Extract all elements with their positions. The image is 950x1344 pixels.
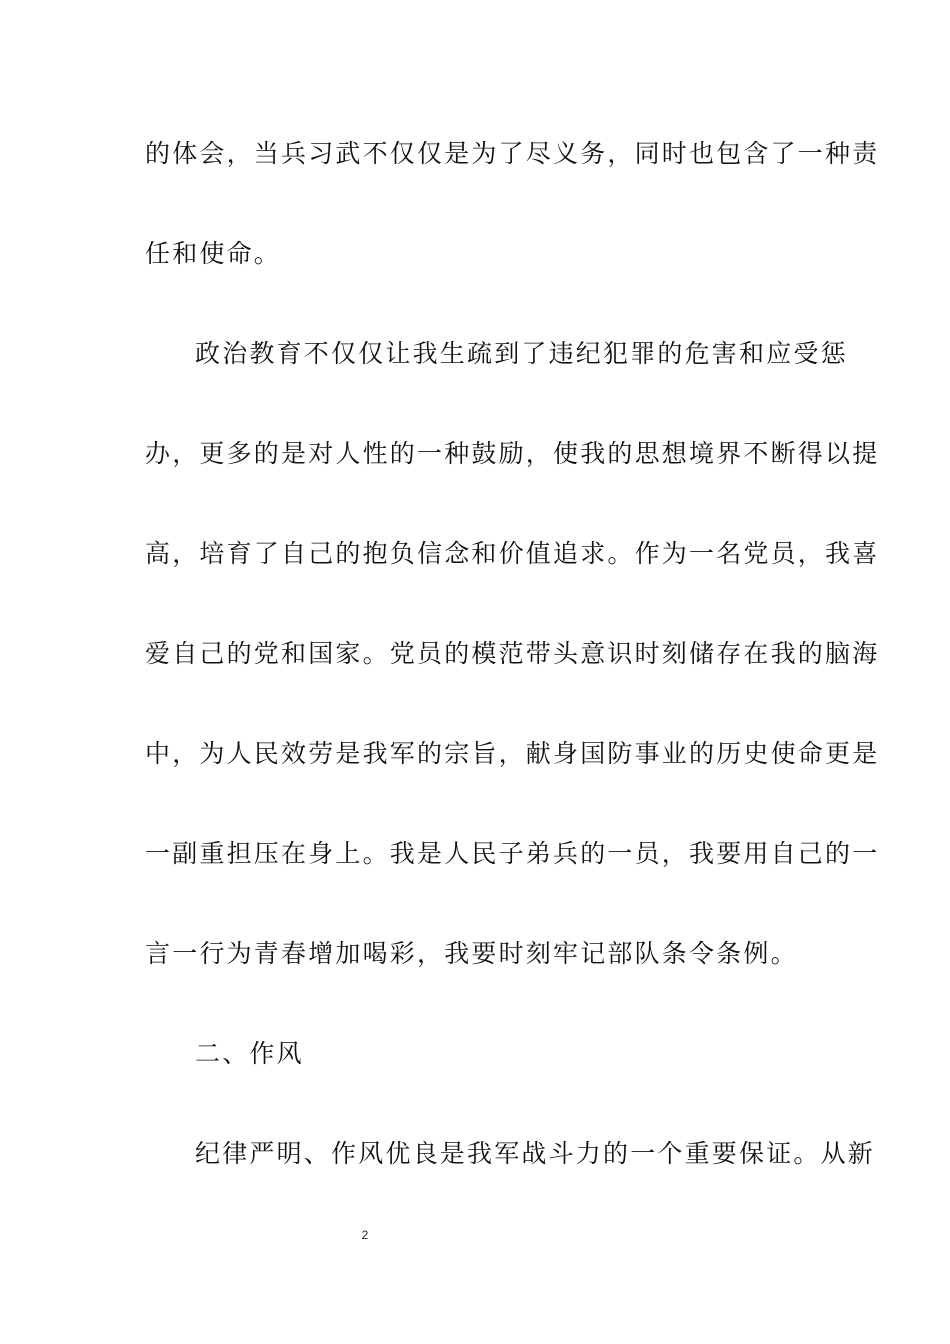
text-line: 高，培育了自己的抱负信念和价值追求。作为一名党员，我喜	[145, 539, 880, 568]
text-line: 中，为人民效劳是我军的宗旨，献身国防事业的历史使命更是	[145, 739, 880, 768]
text-line: 办，更多的是对人性的一种鼓励，使我的思想境界不断得以提	[145, 439, 880, 468]
text-line: 的体会，当兵习武不仅仅是为了尽义务，同时也包含了一种责	[145, 139, 880, 168]
paragraph-start-line: 政治教育不仅仅让我生疏到了违纪犯罪的危害和应受惩	[195, 339, 848, 368]
page-number: 2	[361, 1228, 369, 1242]
section-heading: 二、作风	[195, 1039, 304, 1068]
paragraph-start-line: 纪律严明、作风优良是我军战斗力的一个重要保证。从新	[195, 1139, 876, 1168]
text-line: 一副重担压在身上。我是人民子弟兵的一员，我要用自己的一	[145, 839, 880, 868]
text-line: 言一行为青春增加喝彩，我要时刻牢记部队条令条例。	[145, 939, 798, 968]
text-line: 任和使命。	[145, 239, 282, 268]
text-line: 爱自己的党和国家。党员的模范带头意识时刻储存在我的脑海	[145, 639, 880, 668]
